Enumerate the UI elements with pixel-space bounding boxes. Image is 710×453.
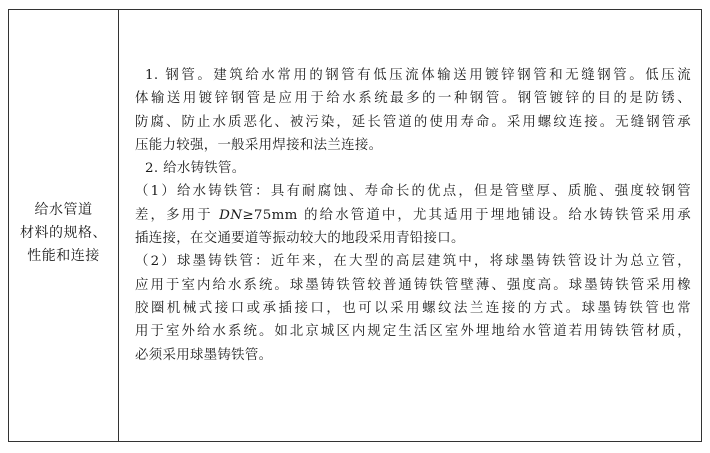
steel-pipe-line: 体输送用镀锌钢管是应用于给水系统最多的一种钢管。钢管镀锌的目的是防锈、 <box>135 91 691 107</box>
ductile-iron-line: 用于室外给水系统。如北京城区内规定生活区室外埋地给水管道若用铸铁管材质， <box>135 324 691 340</box>
cast-iron-line: （1）给水铸铁管：具有耐腐蚀、寿命长的优点，但是管壁厚、质脆、强度较钢管 <box>135 184 691 200</box>
row-label <box>9 199 118 268</box>
ductile-iron-line: 胶圈机械式接口或承插接口，也可以采用螺纹法兰连接的方式。球墨铸铁管也常 <box>135 300 691 316</box>
dn-formula: DN <box>219 207 243 223</box>
steel-pipe-line: 压能力较强，一般采用焊接和法兰连接。 <box>135 137 383 153</box>
ductile-iron-line: 应用于室内给水系统。球墨铸铁管较普通铸铁管壁薄、强度高。球墨铸铁管采用橡 <box>135 277 691 293</box>
cast-iron-line: 插连接，在交通要道等振动较大的地段采用青铅接口。 <box>135 231 465 247</box>
row-label-line: 给水管道 <box>34 202 93 218</box>
row-label-line: 材料的规格、 <box>20 225 107 241</box>
cast-iron-heading: 2. 给水铸铁管。 <box>145 161 246 177</box>
row-label-cell <box>9 10 119 441</box>
spec-table <box>8 9 702 442</box>
steel-pipe-line: 1. 钢管。建筑给水常用的钢管有低压流体输送用镀锌钢管和无缝钢管。低压流 <box>145 68 691 83</box>
cast-iron-line <box>135 204 691 227</box>
steel-pipe-line: 防腐、防止水质恶化、被污染，延长管道的使用寿命。采用螺纹连接。无缝钢管承 <box>135 114 691 130</box>
cast-iron-text: 差，多用于 <box>135 207 220 223</box>
cast-iron-text: ≥75mm 的给水管道中，尤其适用于埋地铺设。给水铸铁管采用承 <box>242 207 691 223</box>
content-cell <box>119 10 701 441</box>
row-label-line: 性能和连接 <box>27 248 100 264</box>
ductile-iron-line: （2）球墨铸铁管：近年来，在大型的高层建筑中，将球墨铸铁管设计为总立管， <box>135 254 691 270</box>
ductile-iron-line: 必须采用球墨铸铁管。 <box>135 347 273 363</box>
